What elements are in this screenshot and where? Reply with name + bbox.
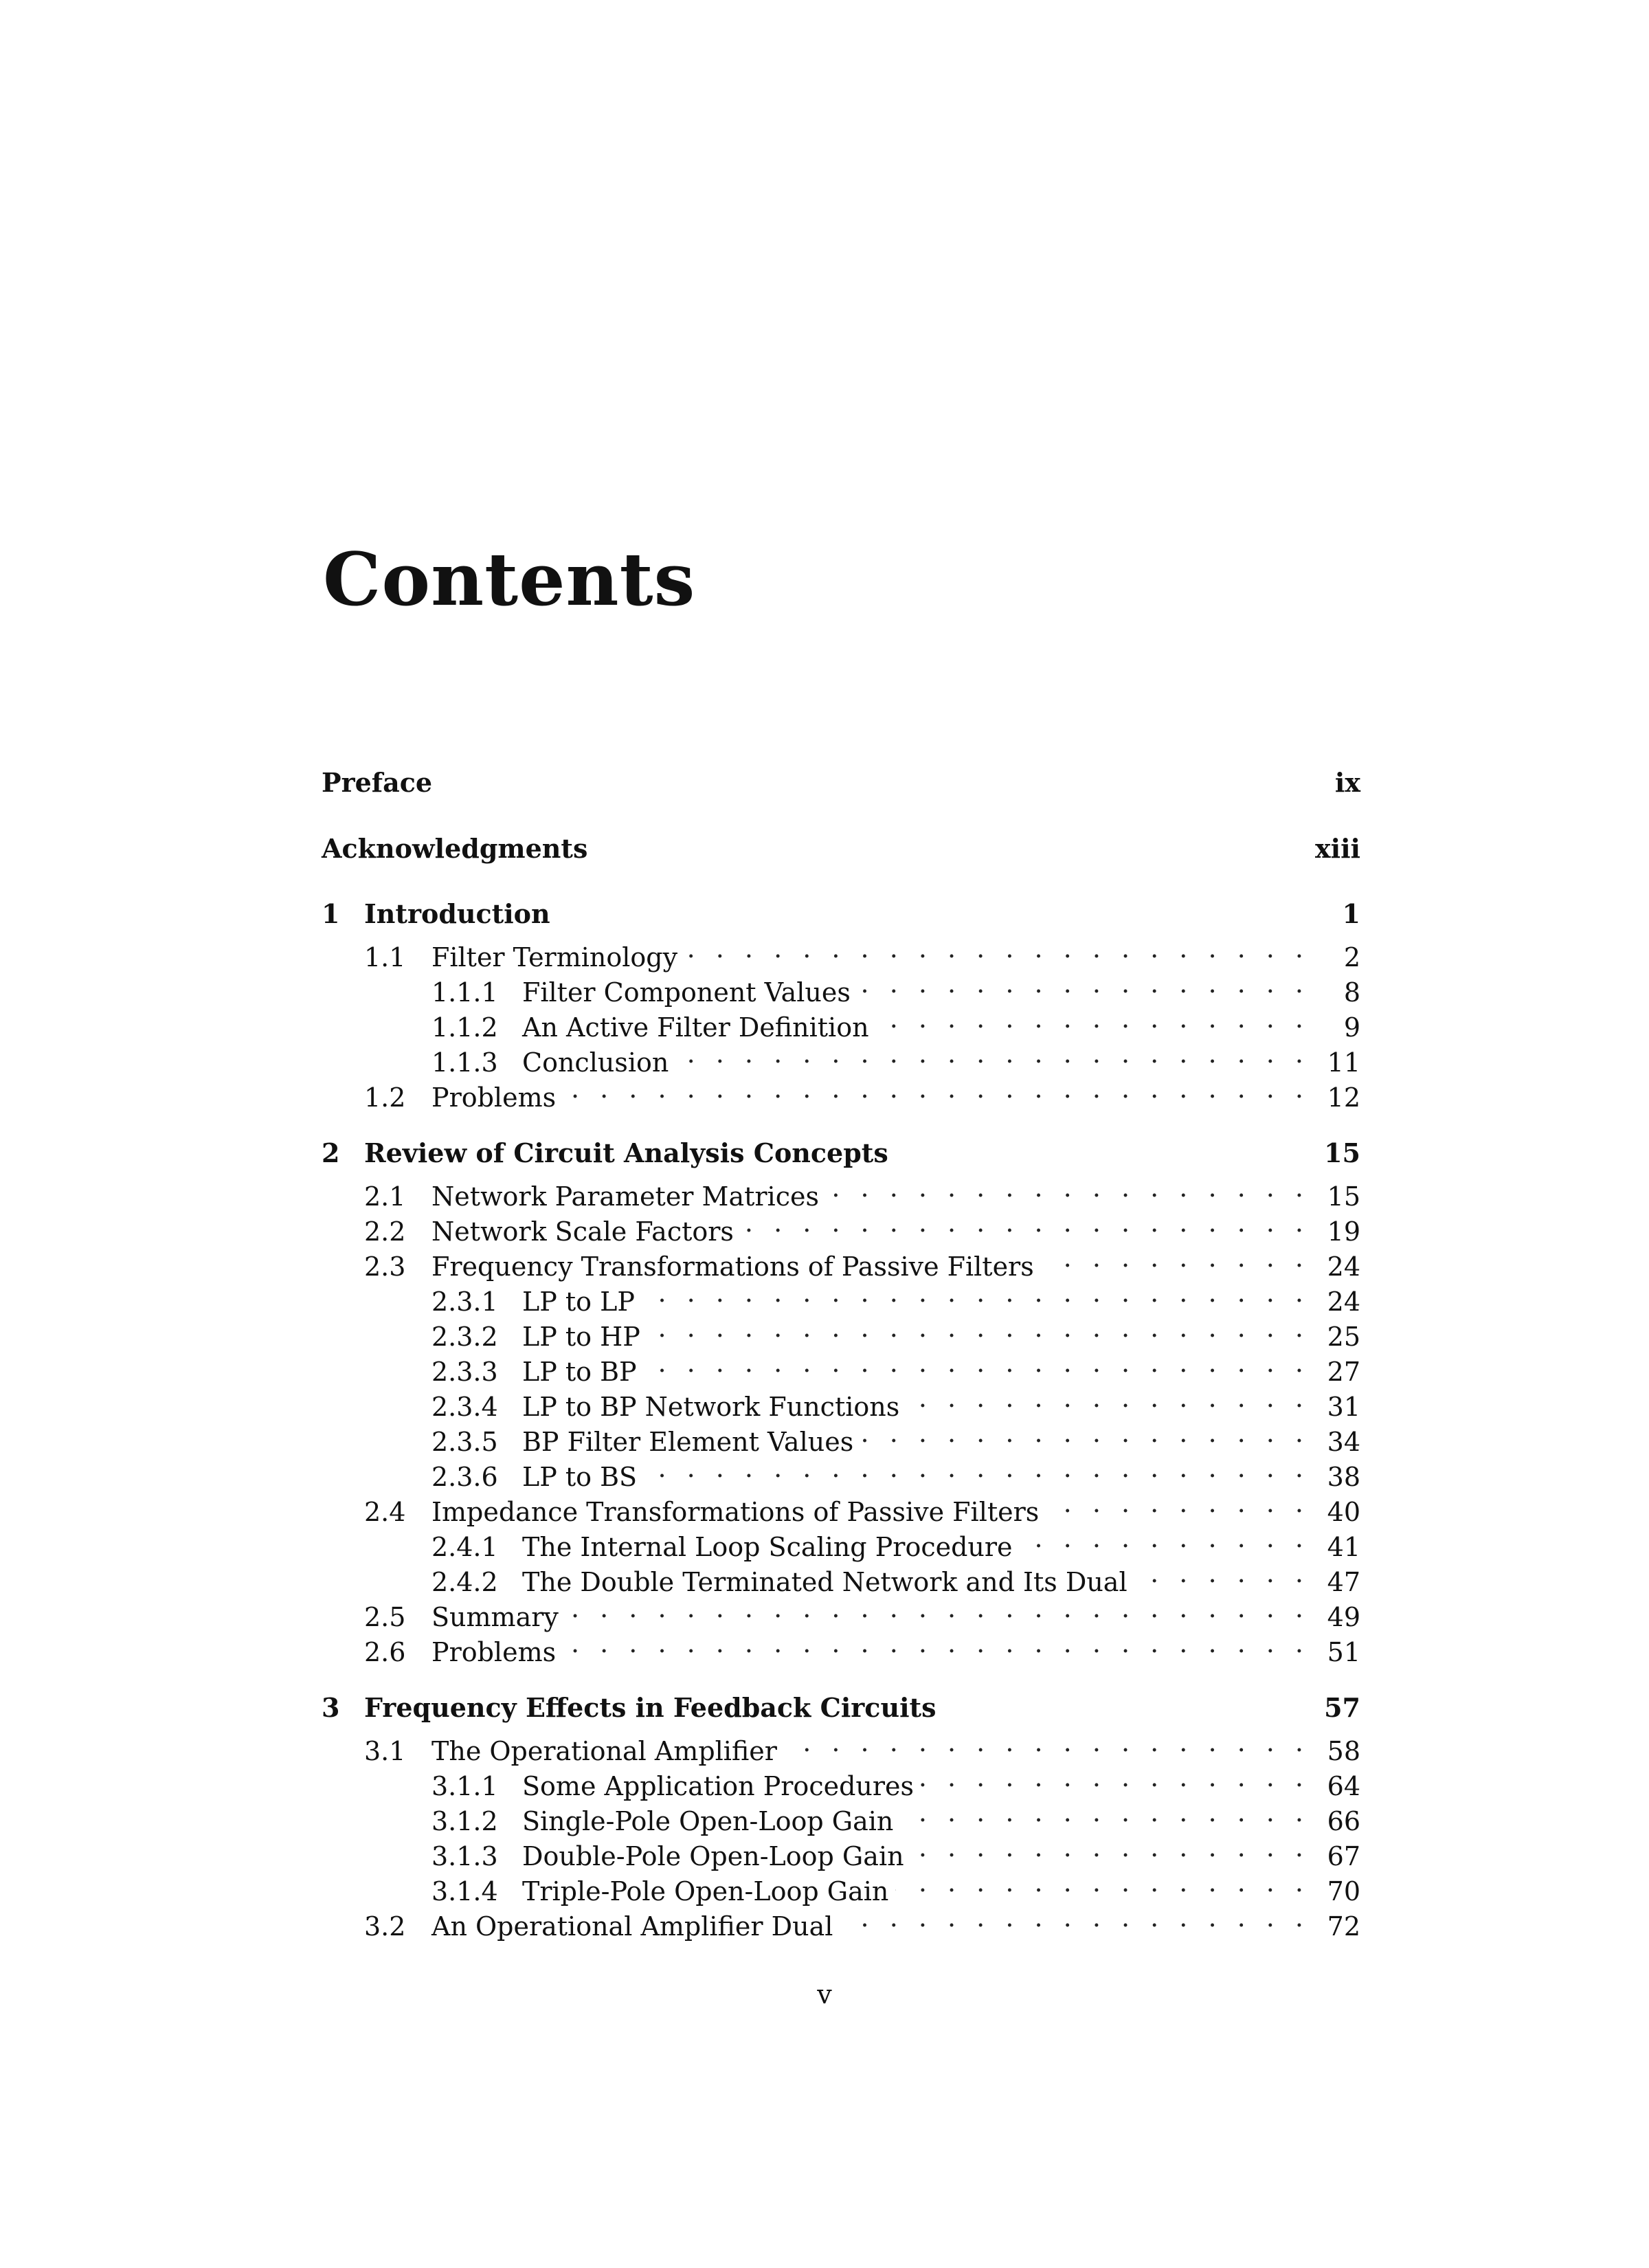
toc-entry-title: Triple-Pole Open-Loop Gain (522, 1874, 895, 1909)
toc-entry[interactable] (322, 1381, 1360, 1422)
toc-entry-number: 2.4.2 (431, 1567, 498, 1597)
toc-entry-number: 3.1.4 (431, 1876, 498, 1906)
dot-leader (860, 1416, 1310, 1451)
dot-leader (900, 1795, 1310, 1830)
toc-entry-title: Conclusion (522, 1045, 675, 1080)
toc-entry-title: LP to LP (522, 1285, 642, 1320)
page-number: v (817, 1979, 832, 2010)
toc-chapter-title: Introduction (364, 896, 557, 931)
toc-entry-title: An Active Filter Definition (522, 1010, 876, 1045)
toc-entry-page: 40 (1310, 1495, 1360, 1530)
dot-leader (895, 1865, 1310, 1900)
toc-entry-title: The Double Terminated Network and Its Dual (522, 1565, 1134, 1600)
toc-entry-title: Network Scale Factors (431, 1214, 741, 1249)
toc-entry-page: 38 (1310, 1460, 1360, 1495)
toc-chapter-number: 1 (322, 898, 340, 929)
dot-leader (644, 1346, 1310, 1381)
toc-entry-title: The Internal Loop Scaling Procedure (522, 1530, 1020, 1565)
dot-leader (1020, 1521, 1310, 1556)
dot-leader (826, 1170, 1310, 1205)
toc-entry-number: 1.2 (364, 1082, 406, 1113)
toc-entry-page: ix (1310, 764, 1360, 801)
toc-chapter-number: 3 (322, 1692, 340, 1723)
page-title: Contents (323, 536, 696, 622)
toc-entry-page: 11 (1310, 1045, 1360, 1080)
dot-leader (1046, 1486, 1310, 1521)
toc-entry[interactable] (322, 1725, 1360, 1766)
toc-entry-number: 2.5 (364, 1602, 406, 1632)
toc-entry-number: 2.3.5 (431, 1427, 498, 1457)
toc-entry-number: 3.1 (364, 1736, 406, 1766)
toc-entry-title: An Operational Amplifier Dual (431, 1909, 840, 1944)
toc-entry-title: Impedance Transformations of Passive Filters (431, 1495, 1046, 1530)
table-of-contents (322, 764, 1360, 1942)
toc-entry-title: Single-Pole Open-Loop Gain (522, 1804, 900, 1839)
toc-entry[interactable] (322, 1311, 1360, 1352)
toc-entry-page: 66 (1310, 1804, 1360, 1839)
toc-entry-page: 70 (1310, 1874, 1360, 1909)
toc-chapter-page: 15 (1310, 1135, 1360, 1170)
toc-entry-title: Summary (431, 1600, 565, 1635)
toc-entry-title: Problems (431, 1080, 563, 1115)
toc-entry-number: 3.1.1 (431, 1771, 498, 1801)
toc-entry-title: Double-Pole Open-Loop Gain (522, 1839, 911, 1874)
toc-entry-number: 2.1 (364, 1181, 406, 1212)
toc-entry-number: 2.2 (364, 1216, 406, 1247)
toc-entry-page: 15 (1310, 1179, 1360, 1214)
toc-entry-number: 2.3.2 (431, 1322, 498, 1352)
toc-chapter-2[interactable] (322, 1135, 1360, 1170)
toc-entry-number: 2.6 (364, 1637, 406, 1667)
dot-leader (1134, 1556, 1310, 1591)
toc-entry-number: 3.1.3 (431, 1841, 498, 1871)
toc-entry-title: Filter Component Values (522, 975, 857, 1010)
toc-entry-page: 2 (1310, 940, 1360, 975)
toc-entry[interactable] (322, 1071, 1360, 1113)
toc-entry-page: 24 (1310, 1249, 1360, 1285)
toc-entry-title: LP to BP Network Functions (522, 1390, 906, 1425)
toc-entry-preface[interactable] (322, 764, 1360, 801)
toc-entry-title: LP to BS (522, 1460, 644, 1495)
toc-entry-title: The Operational Amplifier (431, 1734, 784, 1769)
dot-leader (563, 1626, 1310, 1661)
toc-entry-title: Acknowledgments (322, 830, 594, 867)
toc-entry-number: 2.3.1 (431, 1287, 498, 1317)
toc-entry-page: 58 (1310, 1734, 1360, 1769)
toc-entry-number: 1.1.1 (431, 977, 498, 1008)
toc-entry-page: 72 (1310, 1909, 1360, 1944)
dot-leader (647, 1311, 1310, 1346)
toc-entry-acknowledgments[interactable] (322, 830, 1360, 867)
toc-entry-number: 2.3.4 (431, 1392, 498, 1422)
dot-leader (684, 931, 1310, 966)
toc-entry-page: 19 (1310, 1214, 1360, 1249)
toc-entry-page: 67 (1310, 1839, 1360, 1874)
toc-entry-page: 51 (1310, 1635, 1360, 1670)
toc-chapter-3[interactable] (322, 1690, 1360, 1725)
dot-leader (840, 1900, 1310, 1935)
toc-entry-page: 25 (1310, 1320, 1360, 1355)
toc-entry-title: Filter Terminology (431, 940, 684, 975)
toc-entry-number: 2.3 (364, 1252, 406, 1282)
dot-leader (911, 1830, 1310, 1865)
dot-leader (921, 1760, 1310, 1795)
toc-entry-page: 31 (1310, 1390, 1360, 1425)
toc-chapter-page: 1 (1310, 896, 1360, 931)
toc-entry-page: xiii (1305, 830, 1360, 867)
toc-entry-page: 41 (1310, 1530, 1360, 1565)
dot-leader (906, 1381, 1310, 1416)
toc-entry-title: LP to BP (522, 1355, 644, 1390)
toc-entry-title: Preface (322, 764, 439, 801)
toc-entry-number: 2.3.3 (431, 1357, 498, 1387)
toc-entry-title: LP to HP (522, 1320, 647, 1355)
toc-entry-page: 8 (1310, 975, 1360, 1010)
toc-entry-title: Some Application Procedures (522, 1769, 921, 1804)
toc-entry-page: 34 (1310, 1425, 1360, 1460)
toc-chapter-title: Frequency Effects in Feedback Circuits (364, 1690, 943, 1725)
dot-leader (784, 1725, 1310, 1760)
toc-entry-page: 27 (1310, 1355, 1360, 1390)
toc-chapter-page: 57 (1310, 1690, 1360, 1725)
toc-entry[interactable] (322, 1486, 1360, 1527)
toc-entry-number: 1.1 (364, 942, 406, 972)
toc-entry[interactable] (322, 1346, 1360, 1387)
dot-leader (741, 1205, 1310, 1241)
toc-entry-number: 2.4.1 (431, 1532, 498, 1562)
toc-entry-number: 3.1.2 (431, 1806, 498, 1836)
toc-chapter-title: Review of Circuit Analysis Concepts (364, 1135, 895, 1170)
toc-entry-title: Network Parameter Matrices (431, 1179, 826, 1214)
toc-entry[interactable] (322, 931, 1360, 972)
dot-leader (1041, 1241, 1310, 1276)
toc-entry-page: 47 (1310, 1565, 1360, 1600)
dot-leader (876, 1001, 1310, 1036)
toc-entry-title: Problems (431, 1635, 563, 1670)
toc-entry-number: 3.2 (364, 1911, 406, 1942)
toc-entry-page: 24 (1310, 1285, 1360, 1320)
toc-entry-page: 9 (1310, 1010, 1360, 1045)
toc-entry-page: 49 (1310, 1600, 1360, 1635)
toc-entry-page: 12 (1310, 1080, 1360, 1115)
toc-entry-number: 1.1.2 (431, 1012, 498, 1043)
toc-entry-number: 2.4 (364, 1497, 406, 1527)
toc-chapter-number: 2 (322, 1137, 340, 1168)
toc-entry-number: 1.1.3 (431, 1047, 498, 1078)
dot-leader (857, 966, 1310, 1001)
toc-entry[interactable] (322, 1170, 1360, 1212)
toc-chapter-1[interactable] (322, 896, 1360, 931)
toc-entry-page: 64 (1310, 1769, 1360, 1804)
toc-entry-number: 2.3.6 (431, 1462, 498, 1492)
toc-entry-title: Frequency Transformations of Passive Filters (431, 1249, 1041, 1285)
toc-entry-title: BP Filter Element Values (522, 1425, 860, 1460)
